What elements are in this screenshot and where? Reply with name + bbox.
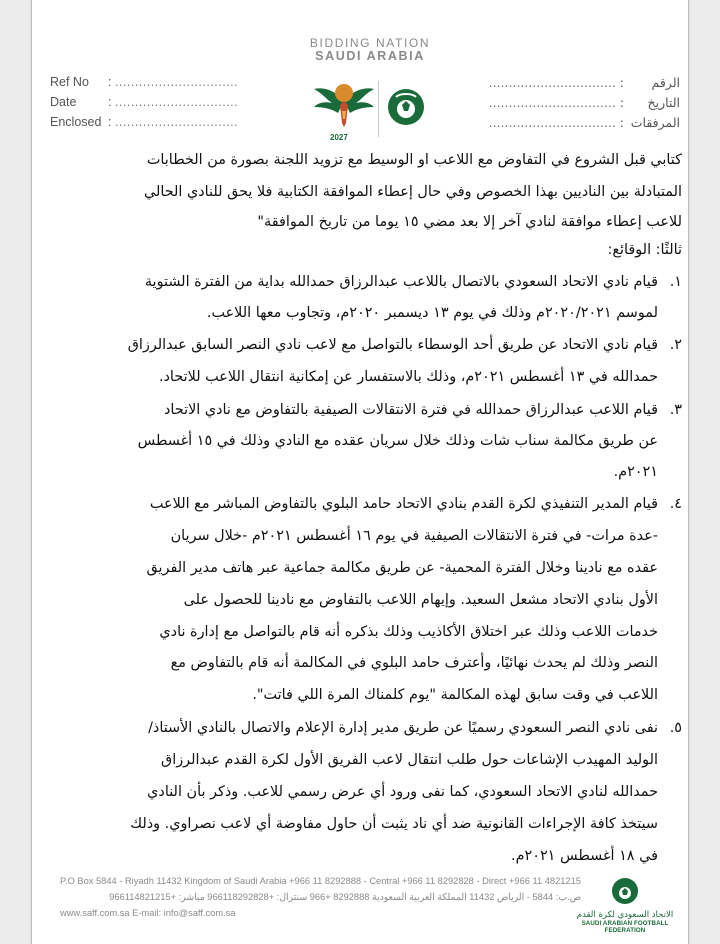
fact-line: قيام نادي الاتحاد السعودي بالاتصال باللاعب عبدالرزاق حمدالله بداية من الفترة الشتوية (144, 274, 658, 290)
fact-line: الوليد المهيدب الإشاعات حول طلب انتقال لاعب الفريق الأول لكرة القدم عبدالرزاق (161, 752, 658, 768)
paragraph-line: المتبادلة بين الناديين بهذا الخصوص وفي حال إعطاء الموافقة الكتابية فلا يحق للنادي الحالي (143, 184, 682, 200)
ref-no-field: Ref No : ............................... (50, 75, 239, 89)
fact-number: ١. (669, 274, 682, 290)
enclosed-field: Enclosed : ............................... (50, 115, 239, 129)
saff-logo (566, 876, 684, 934)
fact-line: عقده مع نادينا وخلال الفترة المحمية- عن طريق مكالمة جماعية عبر هاتف مدير الفريق (146, 560, 658, 576)
saff-name-en: SAUDI ARABIAN FOOTBALL FEDERATION (581, 920, 669, 934)
fact-line: قيام المدير التنفيذي لكرة القدم بنادي الاتحاد حامد البلوي بالتفاوض المباشر مع اللاعب (149, 496, 658, 512)
letter-footer (60, 873, 581, 921)
page-border-right (688, 0, 689, 944)
section-title: ثالثًا: الوقائع: (607, 242, 682, 258)
logo-line-1: BIDDING NATION (309, 36, 431, 50)
saff-footer-emblem-icon (610, 876, 640, 906)
fact-number: ٣. (669, 402, 682, 418)
fact-line: اللاعب في وقت سابق لهذه المكالمة "يوم كلمناك المرة اللي فاتت". (252, 687, 658, 703)
fact-number: ٥. (669, 720, 682, 736)
fact-line: قيام نادي الاتحاد عن طريق أحد الوسطاء بالتواصل مع لاعب نادي النصر السابق عبدالرزاق (127, 337, 658, 353)
footer-address-ar: ص.ب: 5844 - الرياض 11432 المملكة العربية السعودية 8292888 +966 سنترال: +966118292828 مباشر: +966114821215 (109, 892, 581, 902)
enclosed-field-ar: المرفقات : ................................ (488, 114, 680, 130)
date-field-ar: التاريخ : ................................ (488, 94, 680, 110)
fact-line: حمدالله لنادي الاتحاد السعودي، كما نفى ورود أي عرض رسمي للاعب. وذكر بأن النادي (147, 784, 658, 800)
letter-body (66, 0, 682, 944)
paragraph-line: للاعب إعطاء موافقة لنادي آخر إلا بعد مضي ١٥ يوما من تاريخ الموافقة" (257, 214, 682, 230)
fact-line: خدمات اللاعب وذلك عبر اختلاق الأكاذيب وذلك بذكره أنه قام بالتواصل مع إدارة نادي (159, 624, 658, 640)
logo-year: 2027 (330, 133, 348, 142)
footer-address-en: P.O Box 5844 - Riyadh 11432 Kingdom of Saudi Arabia +966 11 8292888 - Central +966 11 8292828 - Direct +966 11 4821215 (60, 876, 581, 886)
footer-web: www.saff.com.sa E-mail: info@saff.com.sa (60, 908, 236, 918)
fact-line: سيتخذ كافة الإجراءات القانونية ضد أي ناد يثبت أن حاول مفاوضة أي لاعب نصراوي. وذلك (130, 816, 658, 832)
fact-line: قيام اللاعب عبدالرزاق حمدالله في فترة الانتقالات الصيفية بالتفاوض مع نادي الاتحاد (163, 402, 658, 418)
fact-line: عن طريق مكالمة سناب شات وذلك خلال سريان عقده مع النادي وذلك في ١٥ أغسطس (137, 433, 658, 449)
fact-line: الأول بنادي الاتحاد مشعل السعيد. وإيهام اللاعب بالتفاوض مع نادينا للحصول على (183, 592, 658, 608)
logo-line-2: SAUDI ARABIA (315, 49, 425, 63)
fact-line: ٢٠٢١م. (613, 464, 658, 480)
fact-line: في ١٨ أغسطس ٢٠٢١م. (511, 848, 658, 864)
paragraph-line: كتابي قبل الشروع في التفاوض مع اللاعب او الوسيط مع تزويد اللجنة بصورة من الخطابات (146, 152, 682, 168)
fact-line: نفى نادي النصر السعودي رسميًا عن طريق مدير إدارة الإعلام والاتصال بالنادي الأستاذ/ (148, 720, 658, 736)
date-field: Date : ............................... (50, 95, 239, 109)
fact-line: لموسم ٢٠٢٠/٢٠٢١م وذلك في يوم ١٣ ديسمبر ٢٠٢٠م، وتجاوب معها اللاعب. (206, 305, 658, 321)
fact-line: -عدة مرات- في فترة الانتقالات الصيفية في يوم ١٦ أغسطس ٢٠٢١م -خلال سريان (170, 528, 658, 544)
page-border-left (31, 0, 32, 944)
fact-number: ٢. (669, 337, 682, 353)
fact-line: حمدالله في ١٣ أغسطس ٢٠٢١م، وذلك بالاستفسار عن إمكانية انتقال اللاعب للاتحاد. (158, 369, 658, 385)
fact-number: ٤. (669, 496, 682, 512)
fact-line: النصر وذلك لم يحدث نهائيًا، وأعترف حامد البلوي في المكالمة أنه قام بالتفاوض مع (170, 655, 658, 671)
ref-no-field-ar: الرقم : ................................ (488, 74, 680, 90)
saff-name-ar: الاتحاد السعودي لكرة القدم (576, 910, 674, 920)
